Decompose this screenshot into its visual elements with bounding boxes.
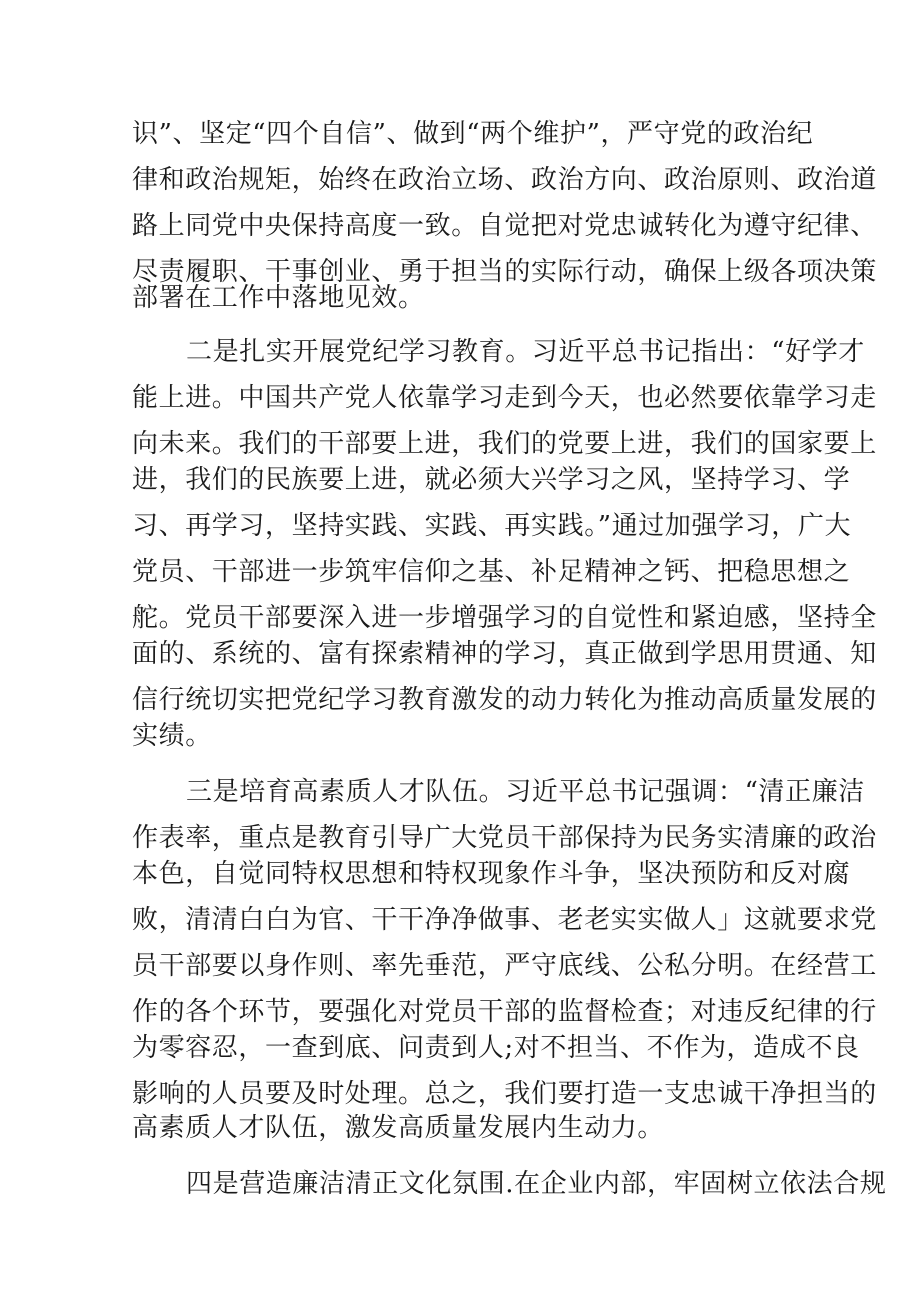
paragraph-2-first-line: 二是扎实开展党纪学习教育。习近平总书记指出：“好学才 — [186, 337, 865, 367]
text-line: 党员、干部进一步筑牢信仰之基、补足精神之钙、把稳思想之 — [132, 557, 851, 587]
text-line: 作表率，重点是教育引导广大党员干部保持为民务实清廉的政治 — [132, 823, 877, 853]
text-line: 影响的人员要及时处理。总之，我们要打造一支忠诚干净担当的 — [132, 1079, 877, 1109]
text-line: 实绩。 — [132, 721, 212, 751]
text-line: 部署在工作中落地见效。 — [132, 283, 425, 313]
text-line: 败，清清白白为官、干干净净做事、老老实实做人」这就要求党 — [132, 905, 877, 935]
text-line: 尽责履职、干事创业、勇于担当的实际行动，确保上级各项决策 — [132, 257, 877, 287]
text-line: 高素质人才队伍，激发高质量发展内生动力。 — [132, 1113, 665, 1143]
text-line: 习、再学习，坚持实践、实践、再实践。”通过加强学习，广大 — [132, 511, 852, 541]
text-line: 律和政治规矩，始终在政治立场、政治方向、政治原则、政治道 — [132, 165, 877, 195]
text-line: 面的、系统的、富有探索精神的学习，真正做到学思用贯通、知 — [132, 639, 877, 669]
text-line: 信行统切实把党纪学习教育激发的动力转化为推动高质量发展的 — [132, 685, 877, 715]
text-line: 路上同党中央保持高度一致。自觉把对党忠诚转化为遵守纪律、 — [132, 211, 877, 241]
paragraph-4-first-line: 四是营造廉洁清正文化氛围.在企业内部，牢固树立依法合规 — [186, 1169, 887, 1199]
text-line: 向未来。我们的干部要上进，我们的党要上进，我们的国家要上 — [132, 429, 877, 459]
text-line: 为零容忍，一查到底、问责到人;对不担当、不作为，造成不良 — [132, 1033, 860, 1063]
paragraph-3-first-line: 三是培育高素质人才队伍。习近平总书记强调：“清正廉洁 — [186, 777, 865, 807]
text-line: 能上进。中国共产党人依靠学习走到今天，也必然要依靠学习走 — [132, 383, 877, 413]
text-line: 本色，自觉同特权思想和特权现象作斗争，坚决预防和反对腐 — [132, 859, 851, 889]
text-line: 舵。党员干部要深入进一步增强学习的自觉性和紧迫感，坚持全 — [132, 603, 877, 633]
text-line: 识”、坚定“四个自信”、做到“两个维护”，严守党的政治纪 — [132, 119, 814, 149]
text-line: 进，我们的民族要上进，就必须大兴学习之风，坚持学习、学 — [132, 465, 851, 495]
text-line: 作的各个环节，要强化对党员干部的监督检查；对违反纪律的行 — [132, 997, 877, 1027]
text-line: 员干部要以身作则、率先垂范，严守底线、公私分明。在经营工 — [132, 951, 877, 981]
